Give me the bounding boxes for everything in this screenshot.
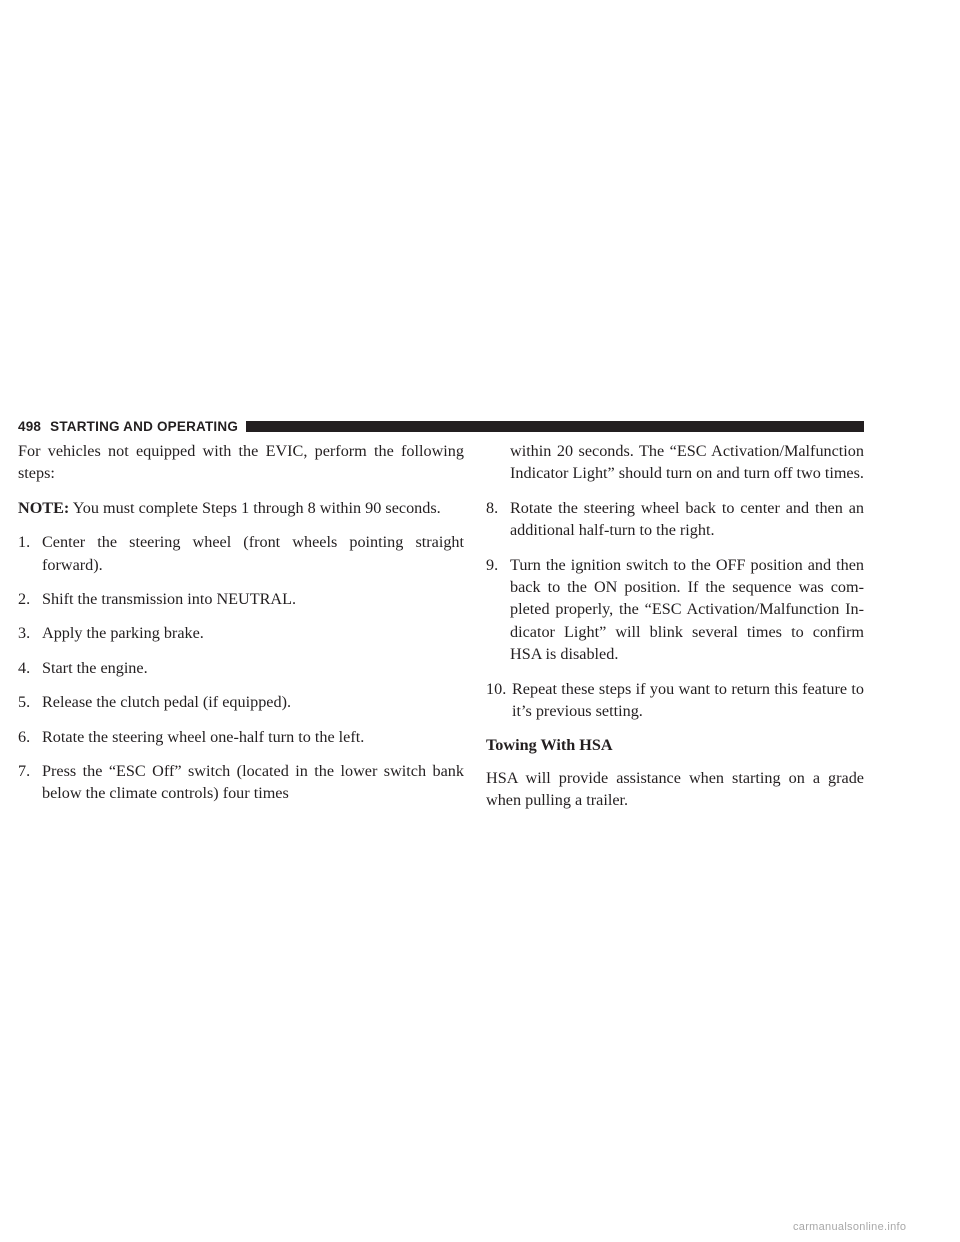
step-text: Start the engine.: [42, 658, 148, 677]
section-heading: Towing With HSA: [486, 736, 613, 755]
step-9: [486, 554, 864, 666]
step-text: Release the clutch pedal (if equipped).: [42, 693, 292, 712]
step-5: [18, 691, 464, 713]
page-header: [18, 417, 864, 435]
step-text: Press the “ESC Off” switch (located in the lower switch bank below the climate controls) four times: [42, 762, 464, 803]
step-6: [18, 726, 464, 748]
step-text: Rotate the steering wheel back to center and then an additional half-turn to the right.: [510, 498, 864, 540]
watermark: carmanualsonline.info: [793, 1221, 907, 1233]
step-number: 5.: [18, 693, 31, 712]
step-text: Shift the transmission into NEUTRAL.: [42, 590, 297, 609]
page-number: 498: [18, 418, 42, 434]
towing-paragraph: HSA will provide assistance when starting on a grade when pulling a trailer.: [486, 768, 864, 810]
section-title: STARTING AND OPERATING: [50, 418, 239, 434]
step-8: [486, 497, 864, 542]
step-4: [18, 657, 464, 679]
note-text: You must complete Steps 1 through 8 within 90 seconds.: [72, 498, 441, 517]
step-3: [18, 622, 464, 644]
step-text: Apply the parking brake.: [42, 624, 204, 643]
step-number: 9.: [486, 555, 499, 574]
step-2: [18, 588, 464, 610]
step-text: Rotate the steering wheel one-half turn to the left.: [42, 727, 365, 746]
step-text: Center the steering wheel (front wheels pointing straight forward).: [42, 533, 464, 574]
step-number: 4.: [18, 658, 31, 677]
step-text: Turn the ignition switch to the OFF position and then back to the ON position. If the sequence was com- pleted properly, the “ESC Activation/Malfunction In- dicator Light” will blink several times to confirm HSA is disabled.: [510, 555, 864, 664]
step-text: Repeat these steps if you want to return this feature to it’s previous setting.: [512, 679, 864, 721]
step-number: 7.: [18, 762, 31, 781]
step-10: [486, 678, 864, 723]
header-rule: [246, 421, 864, 432]
step-number: 2.: [18, 590, 31, 609]
step-number: 8.: [486, 498, 499, 517]
intro-paragraph: For vehicles not equipped with the EVIC, perform the following steps:: [18, 442, 464, 483]
note-label: NOTE:: [18, 498, 70, 517]
step-number: 6.: [18, 727, 31, 746]
left-column: [18, 440, 464, 817]
right-column: [486, 440, 864, 824]
step-7: [18, 760, 464, 805]
step-7-continued: within 20 seconds. The “ESC Activation/Malfunction Indicator Light” should turn on and turn off two times.: [510, 442, 864, 483]
step-1: [18, 531, 464, 576]
step-number: 3.: [18, 624, 31, 643]
note-paragraph: [18, 497, 464, 519]
step-number: 1.: [18, 533, 31, 552]
step-number: 10.: [486, 679, 507, 698]
